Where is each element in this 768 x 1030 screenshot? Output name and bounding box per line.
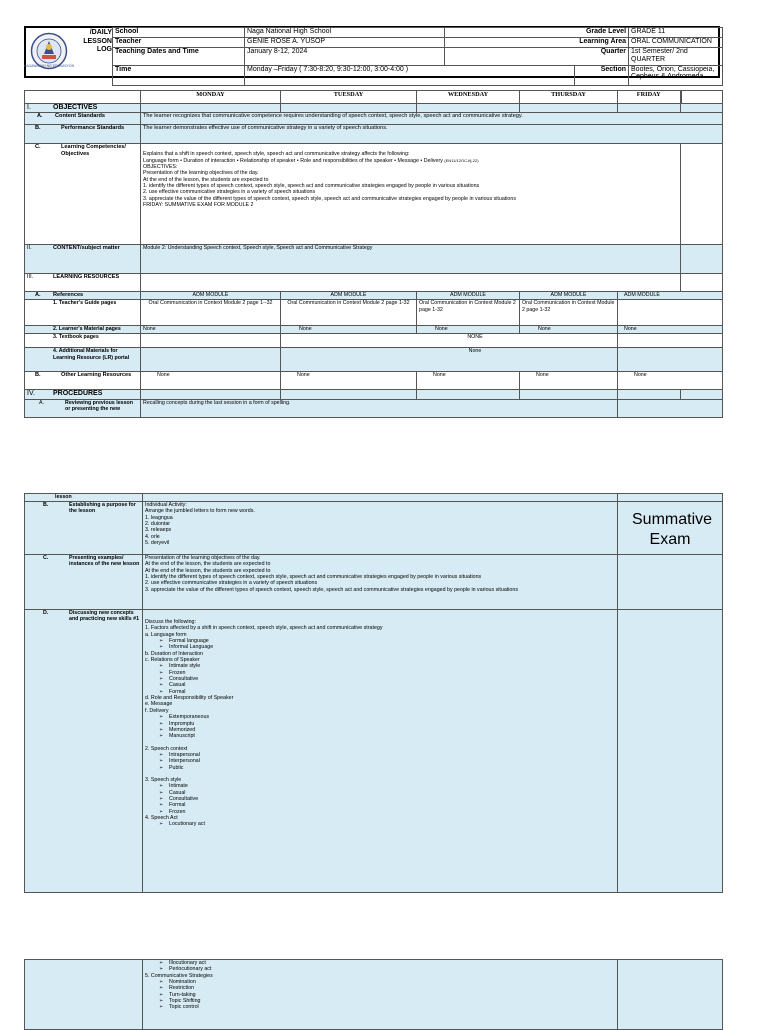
arrow-bullet-icon: ➢ <box>159 1004 164 1011</box>
additional-materials-value: None <box>281 348 618 372</box>
outline-line: f. Delivery <box>145 707 169 714</box>
day-header-tuesday: TUESDAY <box>281 91 417 104</box>
arrow-bullet-icon: ➢ <box>159 783 164 790</box>
reference-mon: ADM MODULE <box>141 292 281 300</box>
arrow-bullet-icon: ➢ <box>159 979 164 986</box>
bullet-item: ➢ Casual <box>159 789 186 796</box>
grade-level-value: GRADE 11 <box>629 28 723 38</box>
section-label: Section <box>575 65 629 85</box>
lesson-log-table-page3 <box>24 959 723 1030</box>
outline-line: c. Relations of Speaker <box>145 657 200 664</box>
friday-summative-exam: Summative Exam <box>618 502 723 555</box>
purpose-text: Individual Activity: Arrange the jumbled letters to form new words. 1. leagngua 2. duiontar 3. releaeps 4. orle 5. deryevil <box>143 502 618 555</box>
bullet-item: ➢ Manuscript <box>159 733 195 740</box>
time-label: Time <box>113 65 245 85</box>
other-wed: None <box>417 372 520 390</box>
dll-title <box>68 29 112 55</box>
competency-line: 3. appreciate the value of the different types of speech context, speech style, speech act and communicative strategies engaged by people in various situations <box>143 195 516 202</box>
bullet-item: ➢ Formal <box>159 802 186 809</box>
competency-line: Presentation of the learning objectives of the day. <box>143 170 259 177</box>
content-text: Module 2: Understanding Speech context, Speech style, Speech act and Communicative Strategy <box>141 245 681 274</box>
bullet-item: ➢ Public <box>159 764 184 771</box>
bullet-item: ➢ Memorized <box>159 726 196 733</box>
header-info-table <box>112 27 723 86</box>
reference-fri: ADM MODULE <box>618 292 723 300</box>
bullet-item: ➢ Consultative <box>159 795 199 802</box>
school-value: Naga National High School <box>245 28 445 38</box>
objectives-row <box>25 104 723 113</box>
lesson-log-table <box>24 90 723 418</box>
additional-materials-label: 4. Additional Materials for Learning Resource (LR) portal <box>25 348 141 372</box>
teachers-guide-label: 1. Teacher's Guide pages <box>25 300 141 326</box>
other-thu: None <box>520 372 618 390</box>
arrow-bullet-icon: ➢ <box>159 789 164 796</box>
other-fri: None <box>618 372 723 390</box>
other-tue: None <box>281 372 417 390</box>
lm-thu: None <box>520 326 618 334</box>
arrow-bullet-icon: ➢ <box>159 688 164 695</box>
bullet-item: ➢ Locutionary act <box>159 821 205 828</box>
arrow-bullet-icon: ➢ <box>159 682 164 689</box>
quarter-label: Quarter <box>445 48 629 66</box>
teachers-guide-wed: Oral Communication in Context Module 2 page 1-32 <box>417 300 520 326</box>
content-label: II. CONTENT/subject matter <box>25 245 141 274</box>
bullet-item: ➢ Extemporaneous <box>159 714 210 721</box>
dates-value: January 8-12, 2024 <box>245 48 445 66</box>
reviewing-label-cont: lesson <box>25 494 143 502</box>
school-label: School <box>113 28 245 38</box>
lesson-log-table-page2 <box>24 493 723 893</box>
learning-area-value: ORAL COMMUNICATION <box>629 38 723 48</box>
outline-line: 4. Speech Act <box>145 814 178 821</box>
lm-mon: None <box>141 326 281 334</box>
arrow-bullet-icon: ➢ <box>159 795 164 802</box>
bullet-item: ➢ Topic control <box>159 1004 199 1011</box>
bullet-item: ➢ Formal <box>159 688 186 695</box>
competencies-label: C. Learning Competencies/ Objectives <box>25 144 141 245</box>
arrow-bullet-icon: ➢ <box>159 714 164 721</box>
presenting-text: Presentation of the learning objectives of the day. At the end of the lesson, the students are expected to At the end of the lesson, the students are expected to 1. identify the different types of speech context, speech style, speech act and communicative strategies engaged by people in various situations 2. use effective communicative strategies in a variety of speech situations 3. appreciate the value of the different types of speech context, speech style, speech act and communicative strategies engaged by people in various situations <box>143 555 618 610</box>
performance-standards-label: B. Performance Standards <box>25 125 141 144</box>
arrow-bullet-icon: ➢ <box>159 998 164 1005</box>
outline-line: 1. Factors affected by a shift in speech context, speech style, speech act and communicative strategy <box>145 625 383 632</box>
reference-wed: ADM MODULE <box>417 292 520 300</box>
bullet-item: ➢ Informal Language <box>159 644 214 651</box>
competency-line: OBJECTIVES: <box>143 164 178 171</box>
competency-line: 2. use effective communicative strategies in a variety of speech situations <box>143 189 316 196</box>
time-value: Monday –Friday ( 7:30-8:20, 9:30-12:00, 3:00-4:00 ) <box>245 65 575 85</box>
arrow-bullet-icon: ➢ <box>159 676 164 683</box>
bullet-item: ➢ Formal language <box>159 638 209 645</box>
lm-wed: None <box>417 326 520 334</box>
outline-line: Discuss the following: <box>145 619 196 625</box>
outline-line: 5. Communicative Strategies <box>145 972 213 979</box>
outline-line: 2. Speech context <box>145 745 188 752</box>
lm-fri: None <box>618 326 723 334</box>
day-header-wednesday: WEDNESDAY <box>417 91 520 104</box>
competency-line: Explains that a shift in speech context, speech style, speech act and communicative strategy affects the following: <box>143 151 410 158</box>
arrow-bullet-icon: ➢ <box>159 733 164 740</box>
outline-line: d. Role and Responsibility of Speaker <box>145 695 234 702</box>
learners-material-label: 2. Learner's Material pages <box>25 326 141 334</box>
section-value: Bootes, Orion, Cassiopeia, Cepheus & Andromeda <box>629 65 723 85</box>
discussing-label: D. Discussing new concepts and practicing new skills #1 <box>25 610 143 893</box>
teachers-guide-tue: Oral Communication in Context Module 2 page 1-32 <box>281 300 417 326</box>
bullet-item: ➢ Restriction <box>159 985 195 992</box>
arrow-bullet-icon: ➢ <box>159 720 164 727</box>
bullet-item: ➢ Casual <box>159 682 186 689</box>
bullet-item: ➢ Intrapersonal <box>159 751 200 758</box>
bullet-item: ➢ Intimate style <box>159 663 201 670</box>
arrow-bullet-icon: ➢ <box>159 966 164 973</box>
teachers-guide-mon: Oral Communication in Context Module 2 page 1--32 <box>141 300 281 326</box>
arrow-bullet-icon: ➢ <box>159 758 164 765</box>
bullet-item: ➢ Perlocutionary act <box>159 966 212 973</box>
learning-resources-label: III. LEARNING RESOURCES <box>25 274 141 292</box>
teachers-guide-thu: Oral Communication in Context Module 2 page 1-32 <box>520 300 618 326</box>
textbook-value: NONE <box>281 334 618 348</box>
content-standards-text: The learner recognizes that communicative competence requires understanding of speech context, speech style, speech act and communicative strategy. <box>141 113 723 125</box>
competency-line: FRIDAY: SUMMATIVE EXAM FOR MODULE 2 <box>143 202 254 209</box>
teacher-label: Teacher <box>113 38 245 48</box>
arrow-bullet-icon: ➢ <box>159 985 164 992</box>
arrow-bullet-icon: ➢ <box>159 726 164 733</box>
arrow-bullet-icon: ➢ <box>159 751 164 758</box>
arrow-bullet-icon: ➢ <box>159 991 164 998</box>
arrow-bullet-icon: ➢ <box>159 669 164 676</box>
arrow-bullet-icon: ➢ <box>159 821 164 828</box>
bullet-item: ➢ Turn-taking <box>159 991 196 998</box>
learning-area-label: Learning Area <box>445 38 629 48</box>
reviewing-text: Recalling concepts during the last session in a form of spelling. <box>141 399 618 417</box>
discussion-outline-cont <box>145 960 615 1011</box>
outline-line: b. Duration of Interaction <box>145 650 204 657</box>
dll-header <box>24 26 720 78</box>
day-header-thursday: THURSDAY <box>520 91 618 104</box>
reference-tue: ADM MODULE <box>281 292 417 300</box>
reviewing-label: A. Reviewing previous lesson or presenting the new <box>25 399 141 417</box>
outline-line: a. Language form <box>145 631 187 638</box>
presenting-label: C. Presenting examples/ instances of the new lesson <box>25 555 143 610</box>
competencies-text <box>141 144 681 245</box>
competency-line: Language form • Duration of interaction • Relationship of speaker • Role and responsibilities of the speaker • Message • Delivery (EN11/12OC-Ifj-22) <box>143 157 479 164</box>
purpose-label: B. Establishing a purpose for the lesson <box>25 502 143 555</box>
arrow-bullet-icon: ➢ <box>159 764 164 771</box>
deped-seal <box>23 32 75 70</box>
grade-level-label: Grade Level <box>445 28 629 38</box>
competency-line: At the end of the lesson, the students are expected to <box>143 176 269 183</box>
discussing-text <box>143 610 618 893</box>
bullet-item: ➢ Frozen <box>159 669 186 676</box>
title-line: LOG <box>96 46 112 54</box>
extra-col <box>681 91 723 104</box>
content-standards-label: A. Content Standards <box>25 113 141 125</box>
outline-line: 3. Speech style <box>145 776 182 783</box>
corner-cell <box>25 91 141 104</box>
section-heading: I. OBJECTIVES <box>25 104 141 113</box>
other-mon: None <box>141 372 281 390</box>
procedures-heading: IV. PROCEDURES <box>25 390 141 399</box>
textbook-label: 3. Textbook pages <box>25 334 141 348</box>
discussion-outline <box>145 619 615 828</box>
lm-tue: None <box>281 326 417 334</box>
arrow-bullet-icon: ➢ <box>159 808 164 815</box>
bullet-item: ➢ Interpersonal <box>159 758 200 765</box>
day-header-friday: FRIDAY <box>618 91 681 104</box>
bullet-item: ➢ Consultative <box>159 676 199 683</box>
teacher-value: GENIE ROSE A. YUSOP <box>245 38 445 48</box>
arrow-bullet-icon: ➢ <box>159 644 164 651</box>
arrow-bullet-icon: ➢ <box>159 802 164 809</box>
bullet-item: ➢ Intimate <box>159 783 188 790</box>
other-resources-label: B. Other Learning Resources <box>25 372 141 390</box>
reference-thu: ADM MODULE <box>520 292 618 300</box>
bullet-item: ➢ Topic Shifting <box>159 998 201 1005</box>
competency-line: 1. identify the different types of speech context, speech style, speech act and communicative strategies engaged by people in various situations <box>143 183 480 190</box>
day-header-monday: MONDAY <box>141 91 281 104</box>
outline-line: e. Message <box>145 701 173 708</box>
svg-text:KAGAWARAN NG EDUKASYON: KAGAWARAN NG EDUKASYON <box>23 64 75 68</box>
dates-label: Teaching Dates and Time <box>113 48 245 66</box>
performance-standards-text: The learner demonstrates effective use of communicative strategy in a variety of speech situations. <box>141 125 723 144</box>
arrow-bullet-icon: ➢ <box>159 638 164 645</box>
arrow-bullet-icon: ➢ <box>159 663 164 670</box>
references-label: A. References <box>25 292 141 300</box>
arrow-bullet-icon: ➢ <box>159 960 164 966</box>
discussing-text-cont <box>143 960 618 1030</box>
title-line: /DAILY <box>89 29 112 36</box>
bullet-item: ➢ Illocutionary act <box>159 960 206 966</box>
title-line: LESSON <box>83 37 112 45</box>
bullet-item: ➢ Nomination <box>159 979 196 986</box>
bullet-item: ➢ Impromptu <box>159 720 195 727</box>
quarter-value: 1st Semester/ 2nd QUARTER <box>629 48 723 66</box>
bullet-item: ➢ Frozen <box>159 808 186 815</box>
